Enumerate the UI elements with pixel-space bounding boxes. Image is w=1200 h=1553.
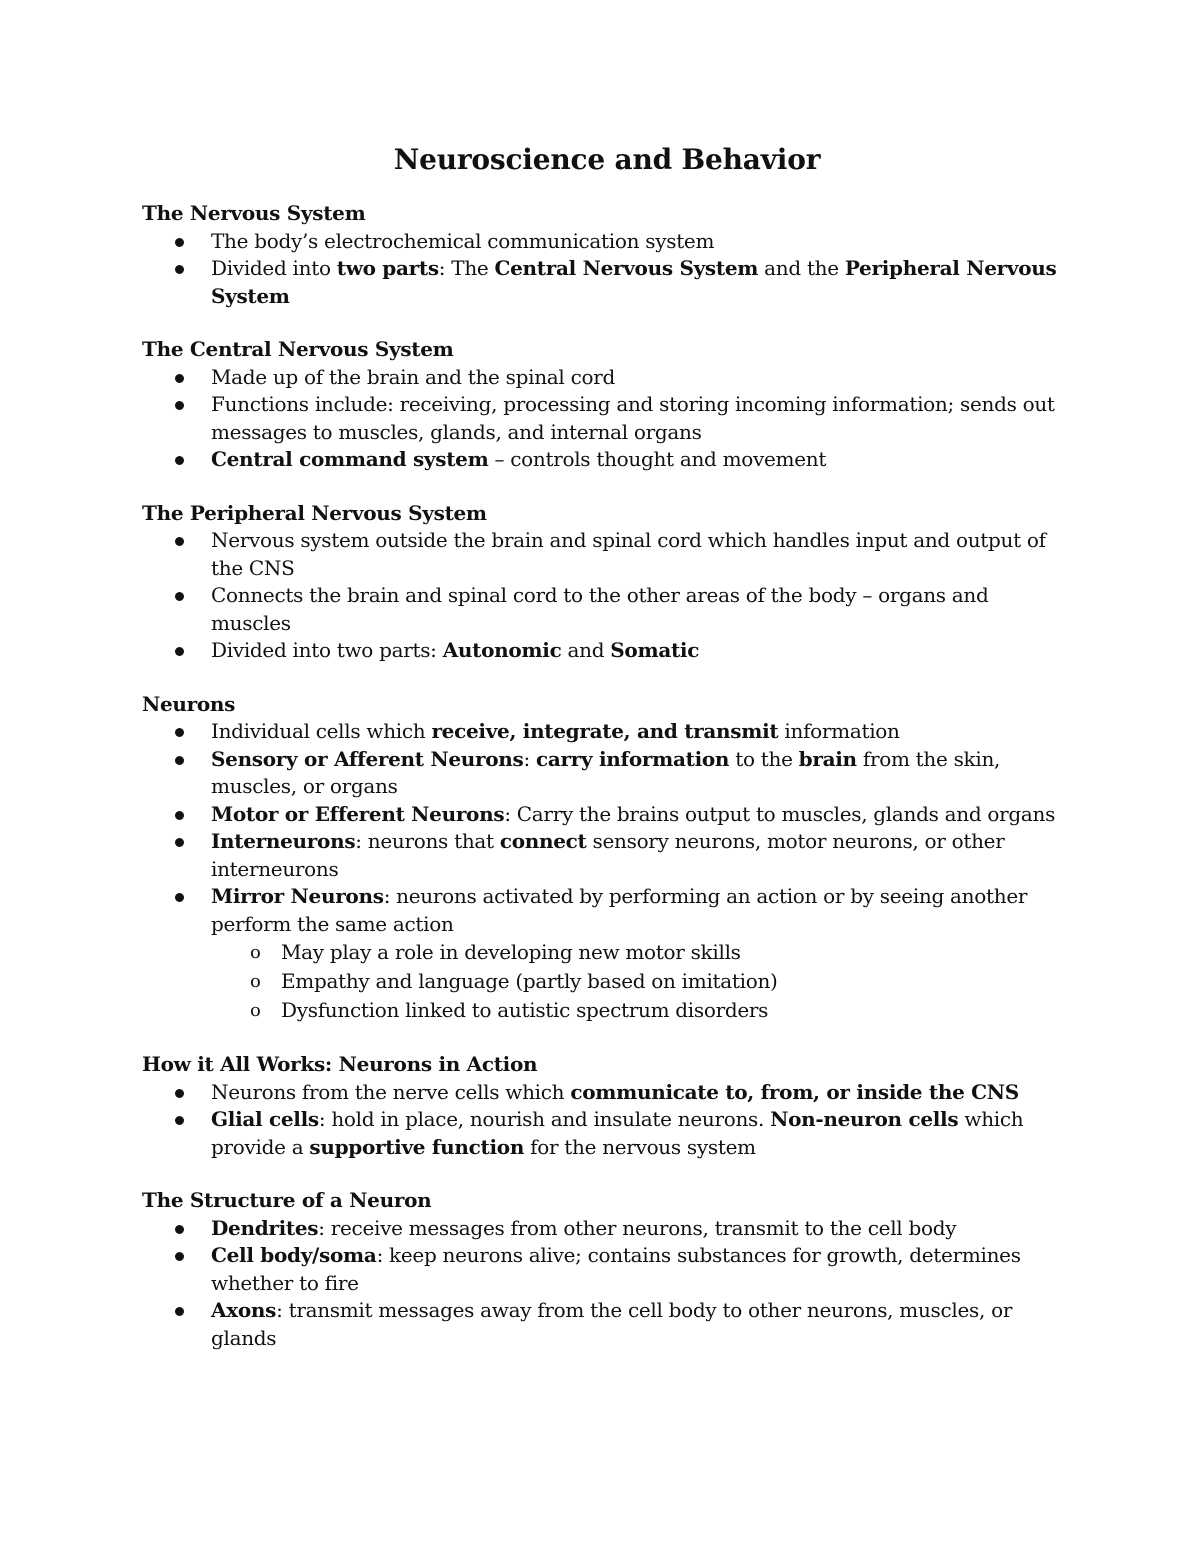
sub-list-item <box>211 967 1072 996</box>
bullet-icon <box>175 1089 184 1098</box>
bold-text: supportive function <box>309 1134 525 1159</box>
list-item <box>142 718 1072 746</box>
list-item <box>142 883 1072 1025</box>
list-item <box>142 527 1072 582</box>
bullet-icon <box>175 374 184 383</box>
text-segment: Divided into two parts: <box>211 638 443 662</box>
list-item <box>142 582 1072 637</box>
text-segment: : hold in place, nourish and insulate neurons. <box>318 1107 771 1131</box>
list-item <box>142 746 1072 801</box>
text-segment: information <box>778 719 900 743</box>
list-item <box>142 828 1072 883</box>
bullet-icon <box>175 238 184 247</box>
section-heading: The Central Nervous System <box>142 337 454 361</box>
list-item <box>142 1297 1072 1352</box>
bullet-icon <box>175 811 184 820</box>
text-segment: Made up of the brain and the spinal cord <box>211 364 615 389</box>
text-segment: Neurons from the nerve cells which <box>211 1079 571 1104</box>
bold-text: Interneurons <box>211 829 356 853</box>
text-segment: – controls thought and movement <box>488 447 827 471</box>
text-segment: The body’s electrochemical communication system <box>211 228 715 253</box>
sub-bullet-icon: o <box>250 971 261 992</box>
text-segment: from the skin, muscles, or organs <box>211 746 1001 798</box>
text-segment: : keep neurons alive; contains substances for growth, determines whether to fire <box>211 1243 1021 1295</box>
bold-text: Axons <box>211 1298 277 1322</box>
bold-text: Cell body/soma <box>211 1243 377 1267</box>
sub-list-item <box>211 938 1072 967</box>
list-item <box>142 637 1072 665</box>
bullet-icon <box>175 265 184 274</box>
bold-text: connect <box>499 829 587 853</box>
text-segment: Nervous system outside the brain and spinal cord which handles input and output of the CNS <box>211 528 1046 580</box>
section <box>142 1187 1072 1352</box>
section <box>142 500 1072 665</box>
list-item <box>142 364 1072 392</box>
list-item <box>142 228 1072 256</box>
bold-text: Mirror Neurons <box>211 884 384 908</box>
text-segment: and <box>561 638 611 662</box>
list-item <box>142 1079 1072 1107</box>
list-item <box>142 255 1072 310</box>
bold-text: communicate to, from, or inside the CNS <box>570 1079 1019 1104</box>
bullet-list <box>142 228 1072 311</box>
document-body <box>142 142 1072 1378</box>
bullet-list <box>142 527 1072 665</box>
sub-item-text: Empathy and language (partly based on imitation) <box>281 969 778 993</box>
text-segment: for the nervous system <box>524 1134 756 1159</box>
section <box>142 1051 1072 1161</box>
section-heading: The Structure of a Neuron <box>142 1188 432 1212</box>
bold-text: two parts <box>336 256 439 280</box>
document-title: Neuroscience and Behavior <box>393 143 821 176</box>
bullet-icon <box>175 401 184 410</box>
text-segment: sensory neurons, motor neurons, or other interneurons <box>211 829 1005 881</box>
bullet-icon <box>175 838 184 847</box>
list-item <box>142 1242 1072 1297</box>
text-segment: Divided into <box>211 256 337 280</box>
bold-text: brain <box>798 746 857 771</box>
bullet-list <box>142 718 1072 1025</box>
text-segment: which provide a <box>211 1107 1024 1159</box>
bold-text: Non-neuron cells <box>770 1107 959 1131</box>
text-segment: to the <box>729 746 799 771</box>
bold-text: Central Nervous System <box>494 256 759 280</box>
bullet-icon <box>175 647 184 656</box>
bold-text: receive, integrate, and transmit <box>431 719 779 743</box>
bold-text: Autonomic <box>442 638 562 662</box>
section <box>142 336 1072 474</box>
text-segment: : transmit messages away from the cell body to other neurons, muscles, or glands <box>211 1298 1013 1350</box>
section-heading: The Peripheral Nervous System <box>142 500 487 525</box>
text-segment: : Carry the brains output to muscles, glands and organs <box>504 801 1056 826</box>
sub-bullet-icon: o <box>250 942 261 963</box>
text-segment: : <box>523 746 536 771</box>
list-item <box>142 446 1072 474</box>
section-heading: How it All Works: Neurons in Action <box>142 1052 538 1076</box>
text-segment: Connects the brain and spinal cord to the other areas of the body – organs and muscles <box>211 583 989 635</box>
bold-text: Central command system <box>211 447 489 471</box>
sub-list-item <box>211 996 1072 1025</box>
text-segment: : neurons that <box>355 829 500 853</box>
section <box>142 200 1072 310</box>
bullet-icon <box>175 893 184 902</box>
bullet-icon <box>175 1307 184 1316</box>
text-segment: Individual cells which <box>211 719 432 743</box>
text-segment: : neurons activated by performing an action or by seeing another perform the same action <box>211 884 1028 936</box>
text-segment: Functions include: receiving, processing and storing incoming information; sends out messages to muscles, glands, and internal organs <box>211 392 1055 444</box>
list-item <box>142 1215 1072 1243</box>
bullet-icon <box>175 537 184 546</box>
bullet-icon <box>175 728 184 737</box>
sub-item-text: Dysfunction linked to autistic spectrum disorders <box>281 998 769 1022</box>
bullet-icon <box>175 1116 184 1125</box>
bullet-icon <box>175 1252 184 1261</box>
bold-text: carry information <box>536 746 730 771</box>
bullet-icon <box>175 1225 184 1234</box>
bullet-icon <box>175 592 184 601</box>
bold-text: Somatic <box>610 638 700 662</box>
bullet-icon <box>175 456 184 465</box>
text-segment: and the <box>758 256 845 280</box>
section-heading: Neurons <box>142 691 236 716</box>
text-segment: : The <box>438 256 495 280</box>
list-item <box>142 1106 1072 1161</box>
bold-text: Sensory or Afferent Neurons <box>211 746 524 771</box>
list-item <box>142 391 1072 446</box>
bold-text: Dendrites <box>211 1215 319 1240</box>
bullet-icon <box>175 756 184 765</box>
bold-text: Motor or Efferent Neurons <box>211 801 505 826</box>
list-item <box>142 801 1072 829</box>
text-segment: : receive messages from other neurons, transmit to the cell body <box>318 1215 957 1240</box>
bullet-list <box>142 1215 1072 1353</box>
bullet-list <box>142 1079 1072 1162</box>
sub-bullet-list <box>211 938 1072 1025</box>
bold-text: Peripheral Nervous System <box>211 256 1057 308</box>
bullet-list <box>142 364 1072 474</box>
sub-bullet-icon: o <box>250 1000 261 1021</box>
section-heading: The Nervous System <box>142 201 366 225</box>
sections-container <box>142 200 1072 1352</box>
bold-text: Glial cells <box>211 1107 319 1131</box>
section <box>142 691 1072 1026</box>
sub-item-text: May play a role in developing new motor skills <box>281 940 741 964</box>
